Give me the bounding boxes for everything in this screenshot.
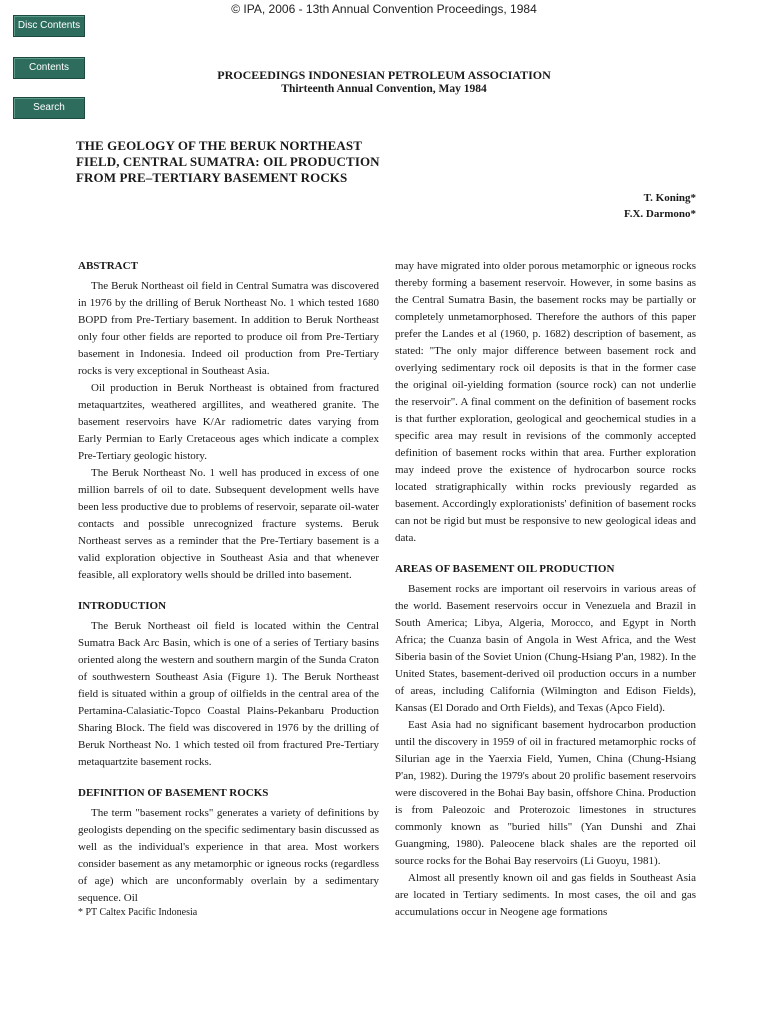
paragraph: The Beruk Northeast oil field is located within the Central Sumatra Back Arc Basin, which is one of a series of Tertiary basins oriented along the western and southern margin of the Sunda Craton of southwestern Southeast Asia (Figure 1). The Beruk Northeast field is situated within a group of oilfields in the central area of the Pertamina-Calasiatic-Topco Coastal Plains-Pekanbaru Production Sharing Block. The field was discovered in 1976 by the drilling of Beruk Northeast No. 1 which tested oil from fractured Pre-Tertiary metaquartzite basement rocks.: [78, 620, 379, 768]
right-column: [395, 258, 696, 921]
search-button[interactable]: Search: [13, 97, 85, 119]
author: F.X. Darmono*: [623, 208, 696, 220]
paper-title: [76, 138, 416, 186]
paragraph: may have migrated into older porous metamorphic or igneous rocks thereby forming a basement reservoir. However, in some basins as the Central Sumatra Basin, the basement rocks may be partially or completely unmetamorphosed. Therefore the authors of this paper prefer the Landes et al (1960, p. 1682) description of basement, as stated: "The only major difference between basement rock and overlying sedimentary rock oil deposits is that in the former case the original oil-yielding formation (source rock) can not underlie the reservoir". A final comment on the definition of basement rocks is that further exploration, geological and geochemical studies in a specific area may result in revisions of the commonly accepted definition of basement rocks within that area. Further exploration may indeed prove the existence of hydrocarbon source rocks located stratigraphically within rocks previously regarded as basement. Accordingly explorationists' definition of basement rocks can not be rigid but must be responsive to new geological ideas and data.: [395, 260, 696, 544]
paragraph: Almost all presently known oil and gas fields in Southeast Asia are located in Tertiary sediments. In most cases, the oil and gas accumulations occur in Neogene age formations: [395, 872, 696, 918]
title-line: FROM PRE–TERTIARY BASEMENT ROCKS: [76, 170, 348, 185]
left-column: [78, 258, 379, 907]
paragraph: East Asia had no significant basement hydrocarbon production until the discovery in 1959 of oil in fractured metamorphic rocks of Silurian age in the Yaerxia Field, Yumen, China (Chung-Hsiang P'an, 1982). During the 1979's about 20 prolific basement reservoirs were discovered in the Bohai Bay basin, offshore China. Production is from Paleozoic and Proterozoic limestones in structures commonly known as "buried hills" (Yan Dunshi and Zhai Guangming, 1980). Paleocene black shales are the reported oil source rocks for the Bohai Bay reservoirs (Li Guoyu, 1981).: [395, 719, 696, 867]
author-list: [624, 190, 696, 222]
contents-button[interactable]: Contents: [13, 57, 85, 79]
paragraph: Oil production in Beruk Northeast is obtained from fractured metaquartzites, weathered argillites, and weathered granite. The basement reservoirs have K/Ar radiometric dates varying from Early Permian to Early Cretaceous ages which indicate a complex Pre-Tertiary geologic history.: [78, 382, 379, 462]
introduction-heading: INTRODUCTION: [78, 600, 167, 612]
disc-contents-button[interactable]: Disc Contents: [13, 15, 85, 37]
title-line: FIELD, CENTRAL SUMATRA: OIL PRODUCTION: [76, 154, 380, 169]
title-line: THE GEOLOGY OF THE BERUK NORTHEAST: [76, 138, 362, 153]
paragraph: The Beruk Northeast oil field in Central Sumatra was discovered in 1976 by the drilling of Beruk Northeast No. 1 which tested 1680 BOPD from Pre-Tertiary basement. In addition to Beruk Northeast only four other fields are reported to produce oil from Pre-Tertiary basement in Indonesia. Indeed oil production from Pre-Tertiary rocks is very exceptional in Southeast Asia.: [78, 280, 379, 377]
areas-heading: AREAS OF BASEMENT OIL PRODUCTION: [395, 563, 615, 575]
paragraph: The term "basement rocks" generates a variety of definitions by geologists depending on the specific sedimentary basin discussed as well as the individual's experience in that area. Most workers consider basement as any metamorphic or igneous rocks (regardless of age) which are unconformably overlain by a sedimentary sequence. Oil: [78, 807, 379, 904]
convention-subtitle: Thirteenth Annual Convention, May 1984: [281, 83, 487, 95]
paragraph: The Beruk Northeast No. 1 well has produced in excess of one million barrels of oil to date. Subsequent development wells have been less productive due to problems of reservoir, separate oil-water contacts and possible unrecognized fracture systems. Beruk Northeast serves as a reminder that the Pre-Tertiary basement is a valid exploration objective in Southeast Asia and that whenever feasible, all exploratory wells should be drilled into basement.: [78, 467, 379, 581]
proceedings-title: PROCEEDINGS INDONESIAN PETROLEUM ASSOCIATION: [217, 68, 551, 82]
footnote: * PT Caltex Pacific Indonesia: [78, 907, 198, 918]
paragraph: Basement rocks are important oil reservoirs in various areas of the world. Basement reservoirs occur in Venezuela and Brazil in South America; Libya, Algeria, Morocco, and Egypt in North Africa; the Cuanza basin of Angola in West Africa, and the West Siberia basin of the Soviet Union (Chung-Hsiang P'an, 1982). In the United States, basement-derived oil production occurs in a number of areas, including California (Wilmington and Edison Fields), Kansas (El Dorado and Orth Fields), and Texas (Apco Field).: [395, 583, 696, 714]
definition-heading: DEFINITION OF BASEMENT ROCKS: [78, 787, 269, 799]
copyright-header: © IPA, 2006 - 13th Annual Convention Proceedings, 1984: [231, 2, 537, 16]
abstract-heading: ABSTRACT: [78, 260, 138, 272]
author: T. Koning*: [643, 192, 696, 204]
